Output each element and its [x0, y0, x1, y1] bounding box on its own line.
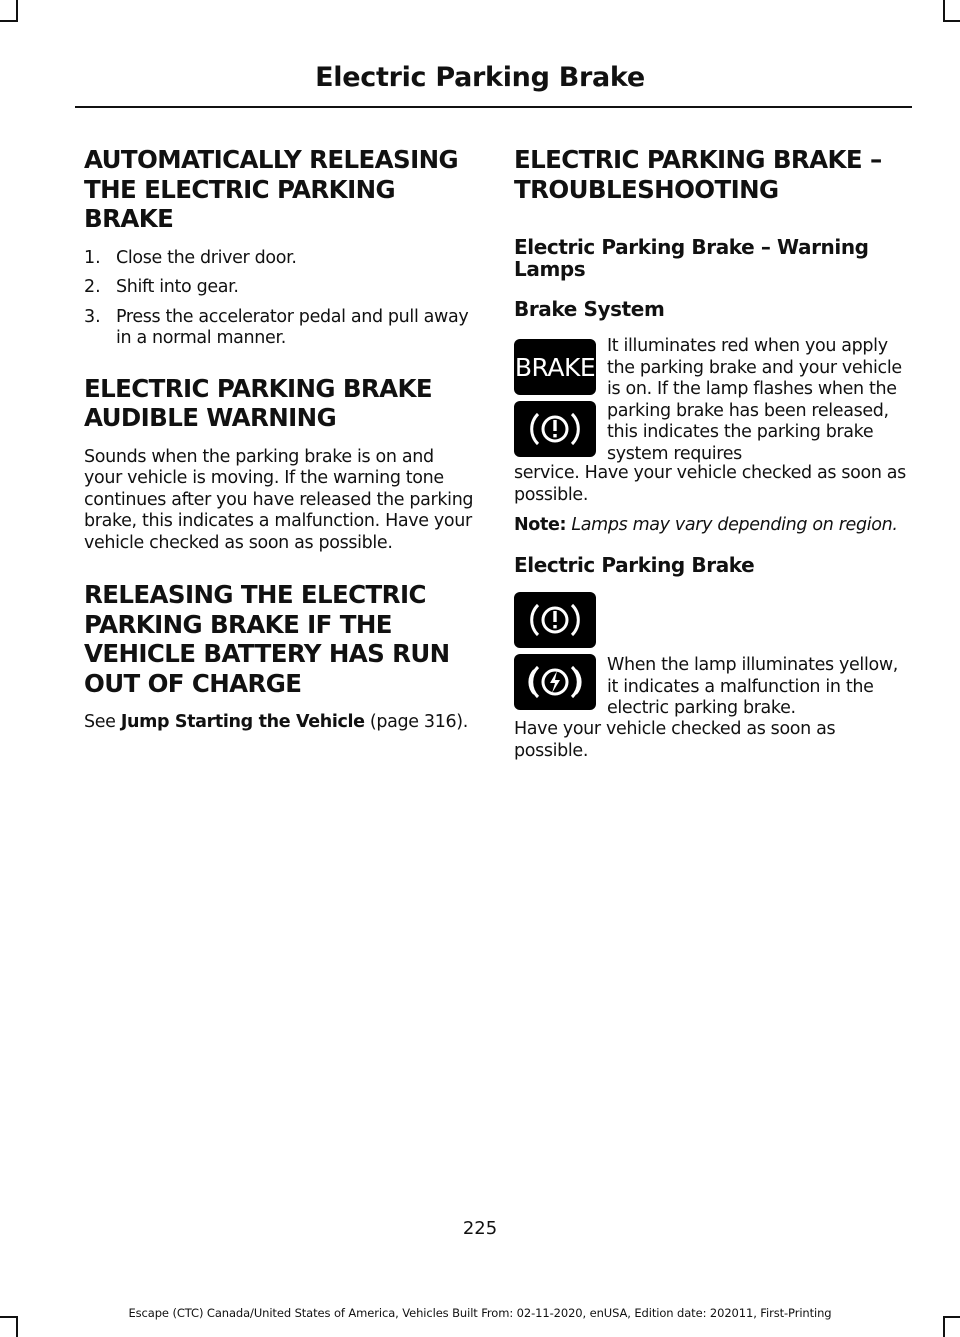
list-item: 3. Press the accelerator pedal and pull away in a normal manner.: [84, 306, 469, 348]
parking-brake-symbol: [514, 592, 596, 648]
warning-lamps-heading: Electric Parking Brake – Warning Lamps: [514, 235, 869, 281]
list-item: 2. Shift into gear.: [84, 277, 239, 297]
crop-mark: [16, 0, 18, 20]
epb-heading: Electric Parking Brake: [514, 553, 755, 577]
battery-text: See Jump Starting the Vehicle (page 316).: [84, 712, 468, 732]
epb-description: When the lamp illuminates yellow, it indicates a malfunction in the electric parking brake.: [607, 655, 898, 718]
auto-release-heading: AUTOMATICALLY RELEASING THE ELECTRIC PARKING BRAKE: [84, 145, 459, 233]
audible-warning-text: Sounds when the parking brake is on and your vehicle is moving. If the warning tone continues after you have released the parking brake, this indicates a malfunction. Have your vehicle checked as soon as possible.: [84, 446, 474, 553]
epb-lightning-symbol: [514, 654, 596, 710]
auto-release-steps: [84, 248, 476, 350]
brake-system-continuation: service. Have your vehicle checked as soon as possible.: [514, 463, 906, 505]
header-divider: [75, 106, 912, 108]
page-header-title: Electric Parking Brake: [315, 62, 645, 93]
right-column: [514, 145, 908, 204]
epb-continuation: Have your vehicle checked as soon as possible.: [514, 719, 836, 761]
footer-text: Escape (CTC) Canada/United States of America, Vehicles Built From: 02-11-2020, enUSA, Edition date: 202011, First-Printing: [128, 1306, 832, 1320]
crop-mark: [0, 20, 18, 22]
brake-text-lamp-icon: BRAKE: [514, 339, 596, 395]
crop-mark: [943, 0, 945, 20]
left-column: [84, 145, 476, 734]
crop-mark: [943, 20, 960, 22]
list-item: 1. Close the driver door.: [84, 247, 297, 268]
jump-starting-link[interactable]: Jump Starting the Vehicle: [120, 712, 365, 732]
parking-brake-warning-icon: [514, 592, 596, 648]
page-number: 225: [462, 1218, 498, 1239]
battery-heading: RELEASING THE ELECTRIC PARKING BRAKE IF THE VEHICLE BATTERY HAS RUN OUT OF CHARGE: [84, 580, 450, 698]
audible-warning-heading: ELECTRIC PARKING BRAKE AUDIBLE WARNING: [84, 373, 433, 432]
parking-brake-symbol: [514, 401, 596, 457]
brake-system-description: It illuminates red when you apply the parking brake and your vehicle is on. If the lamp flashes when the parking brake has been released, this indicates the parking brake system requires: [607, 336, 902, 464]
parking-brake-warning-icon: [514, 401, 596, 457]
troubleshooting-heading: ELECTRIC PARKING BRAKE – TROUBLESHOOTING: [514, 145, 882, 204]
brake-system-heading: Brake System: [514, 297, 665, 321]
epb-malfunction-icon: [514, 654, 596, 710]
lamp-note: Note: Lamps may vary depending on region.: [514, 515, 898, 535]
